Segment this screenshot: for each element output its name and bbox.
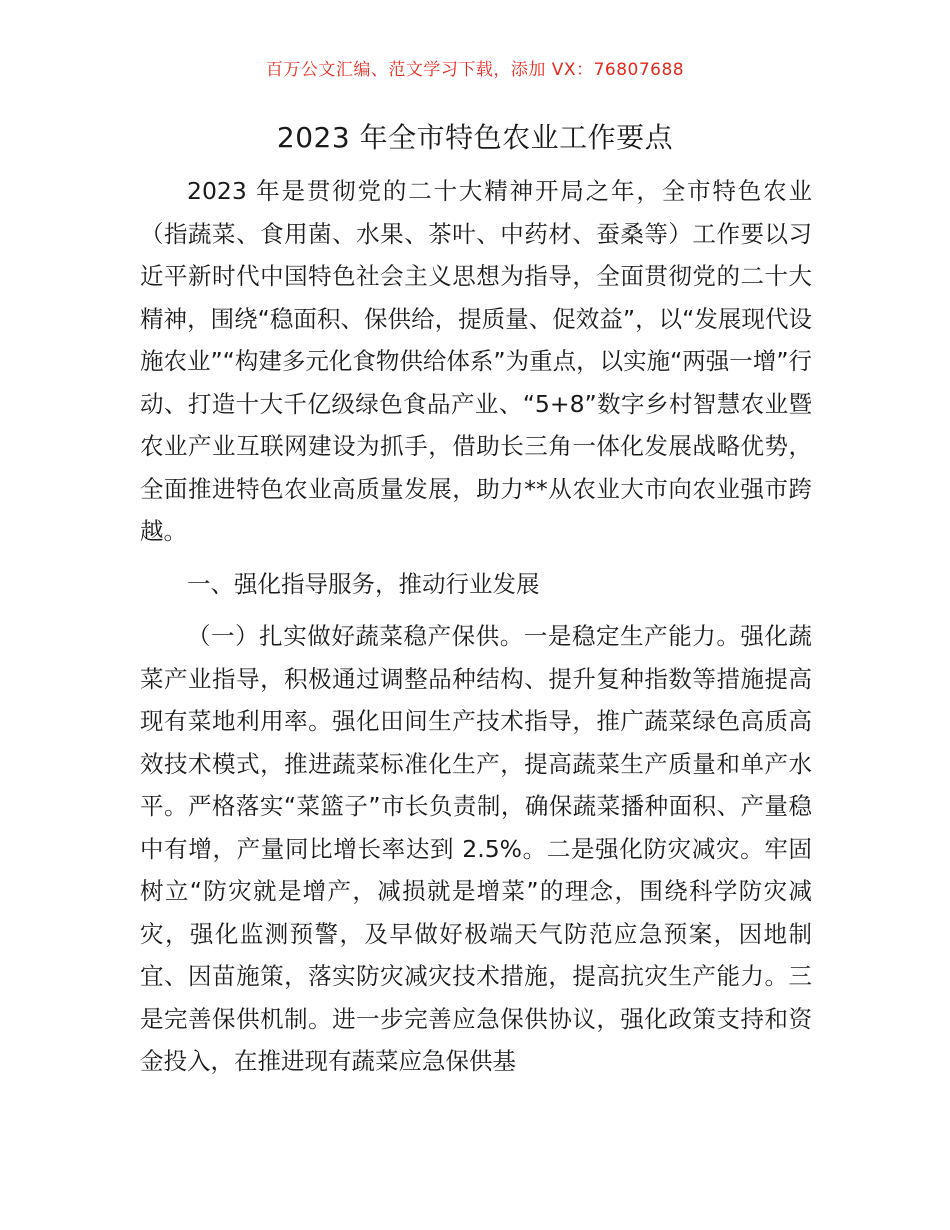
watermark-banner: 百万公文汇编、范文学习下载，添加 VX：76807688 <box>265 60 685 80</box>
body-paragraph: （一）扎实做好蔬菜稳产保供。一是稳定生产能力。强化蔬菜产业指导，积极通过调整品种结构、提升复种指数等措施提高现有菜地利用率。强化田间生产技术指导，推广蔬菜绿色高质高效技术模式，推进蔬菜标准化生产，提高蔬菜生产质量和单产水平。严格落实“菜篮子”市长负责制，确保蔬菜播种面积、产量稳中有增，产量同比增长率达到 2.5%。二是强化防灾减灾。牢固树立“防灾就是增产，减损就是增菜”的理念，围绕科学防灾减灾，强化监测预警，及早做好极端天气防范应急预案，因地制宜、因苗施策，落实防灾减灾技术措施，提高抗灾生产能力。三是完善保供机制。进一步完善应急保供协议，强化政策支持和资金投入，在推进现有蔬菜应急保供基 <box>140 622 812 1075</box>
section-heading: 一、强化指导服务，推动行业发展 <box>187 569 540 598</box>
document-title: 2023 年全市特色农业工作要点 <box>276 121 674 154</box>
document-body <box>140 170 812 1083</box>
intro-paragraph: 2023 年是贯彻党的二十大精神开局之年，全市特色农业（指蔬菜、食用菌、水果、茶叶、中药材、蚕桑等）工作要以习近平新时代中国特色社会主义思想为指导，全面贯彻党的二十大精神，围绕“稳面积、保供给，提质量、促效益”，以“发展现代设施农业”“构建多元化食物供给体系”为重点，以实施“两强一增”行动、打造十大千亿级绿色食品产业、“5+8”数字乡村智慧农业暨农业产业互联网建设为抓手，借助长三角一体化发展战略优势，全面推进特色农业高质量发展，助力**从农业大市向农业强市跨越。 <box>140 177 812 545</box>
